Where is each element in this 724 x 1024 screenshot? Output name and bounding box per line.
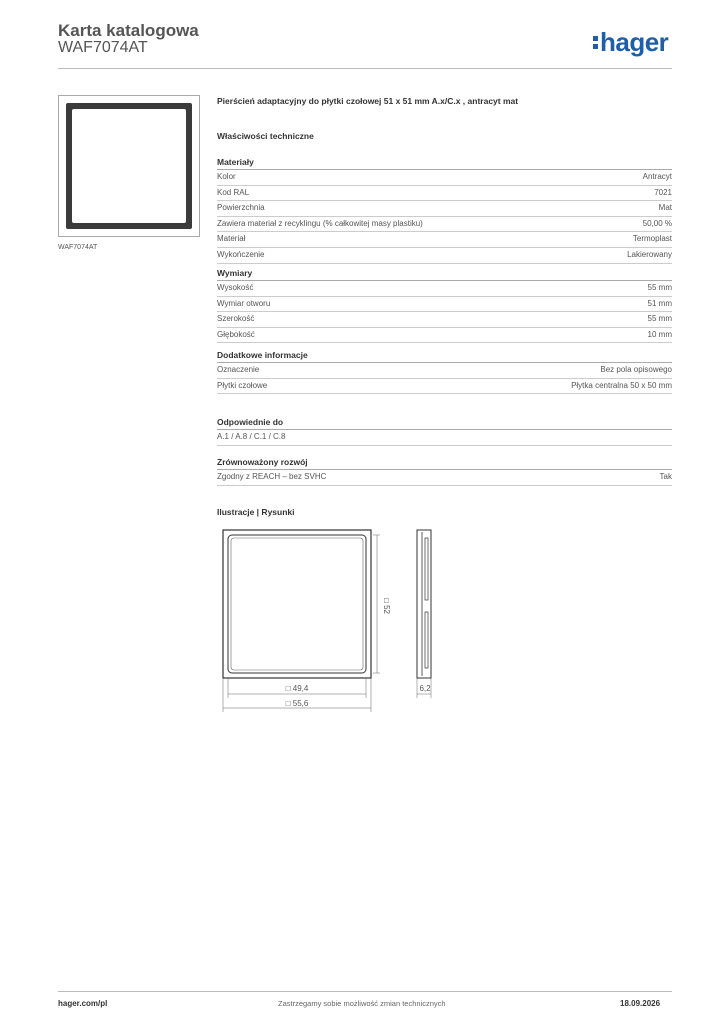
row-value: 50,00 % — [642, 218, 672, 228]
table-row — [217, 363, 672, 379]
product-opening — [72, 109, 186, 223]
row-value: Płytka centralna 50 x 50 mm — [571, 380, 672, 390]
table-row — [217, 312, 672, 328]
section-wymiary — [217, 267, 672, 343]
section-title: Dodatkowe informacje — [217, 349, 672, 363]
row-label: A.1 / A.8 / C.1 / C.8 — [217, 432, 286, 441]
section-materialy — [217, 156, 672, 264]
table-row — [217, 430, 672, 446]
table-row — [217, 201, 672, 217]
dim-height-label: □ 52 — [382, 598, 391, 614]
outer-frame-outline — [223, 530, 371, 678]
row-label: Zawiera materiał z recyklingu (% całkowitej masy plastiku) — [217, 218, 423, 228]
table-row — [217, 186, 672, 202]
row-label: Wymiar otworu — [217, 298, 271, 308]
product-image — [58, 95, 200, 237]
page-title: Karta katalogowa — [58, 21, 199, 40]
product-code: WAF7074AT — [58, 39, 148, 56]
row-label: Szerokość — [217, 314, 255, 324]
row-value: 55 mm — [647, 314, 672, 324]
footer-date: 18.09.2026 — [620, 999, 661, 1008]
table-row — [217, 328, 672, 344]
section-dodatkowe — [217, 349, 672, 394]
dim-inner-label: □ 49,4 — [285, 684, 309, 693]
section-ilustracje — [217, 506, 672, 519]
table-row — [217, 297, 672, 313]
section-odpowiednie — [217, 416, 672, 446]
row-label: Wykończenie — [217, 249, 265, 259]
row-label: Głębokość — [217, 329, 255, 339]
row-value: Termoplast — [632, 234, 672, 244]
section-title: Ilustracje | Rysunki — [217, 507, 295, 517]
table-row — [217, 248, 672, 264]
footer-disclaimer: Zastrzegamy sobie możliwość zmian technicznych — [278, 999, 446, 1008]
row-label: Kod RAL — [217, 187, 250, 197]
table-row — [217, 217, 672, 233]
row-label: Powierzchnia — [217, 203, 265, 213]
hager-logo — [593, 27, 668, 58]
footer-website: hager.com/pl — [58, 999, 108, 1008]
row-value: Mat — [658, 203, 672, 213]
row-value: 51 mm — [647, 298, 672, 308]
row-label: Materiał — [217, 234, 246, 244]
row-label: Płytki czołowe — [217, 380, 268, 390]
product-description: Pierścień adaptacyjny do płytki czołowej 51 x 51 mm A.x/C.x , antracyt mat — [217, 96, 519, 106]
inner-frame-outline — [228, 535, 366, 673]
row-value: 10 mm — [647, 329, 672, 339]
dim-depth-label: 6,2 — [419, 684, 431, 693]
opening-outline — [231, 538, 363, 670]
section-title: Zrównoważony rozwój — [217, 456, 672, 470]
technical-drawing — [217, 526, 447, 716]
side-view-outline — [417, 530, 431, 678]
row-label: Kolor — [217, 172, 236, 181]
row-value: Antracyt — [642, 172, 672, 181]
section-zrownowazony — [217, 456, 672, 486]
table-row — [217, 281, 672, 297]
row-value: 55 mm — [647, 283, 672, 292]
row-label: Oznaczenie — [217, 365, 260, 374]
logo-text: hager — [600, 27, 669, 57]
dim-outer-label: □ 55,6 — [285, 699, 309, 708]
table-row — [217, 170, 672, 186]
header-divider — [58, 68, 672, 69]
table-row — [217, 470, 672, 486]
table-row — [217, 379, 672, 395]
row-value: Tak — [659, 472, 672, 481]
footer-divider — [58, 991, 672, 992]
row-label: Wysokość — [217, 283, 254, 292]
tech-properties-title: Właściwości techniczne — [217, 131, 314, 141]
row-value: Bez pola opisowego — [600, 365, 672, 374]
image-caption: WAF7074AT — [58, 244, 98, 251]
row-value: Lakierowany — [627, 249, 672, 259]
section-title: Materiały — [217, 156, 672, 170]
row-label: Zgodny z REACH – bez SVHC — [217, 472, 327, 481]
row-value: 7021 — [654, 187, 672, 197]
section-title: Odpowiednie do — [217, 416, 672, 430]
section-title: Wymiary — [217, 267, 672, 281]
logo-dots-icon — [593, 33, 598, 52]
table-row — [217, 232, 672, 248]
